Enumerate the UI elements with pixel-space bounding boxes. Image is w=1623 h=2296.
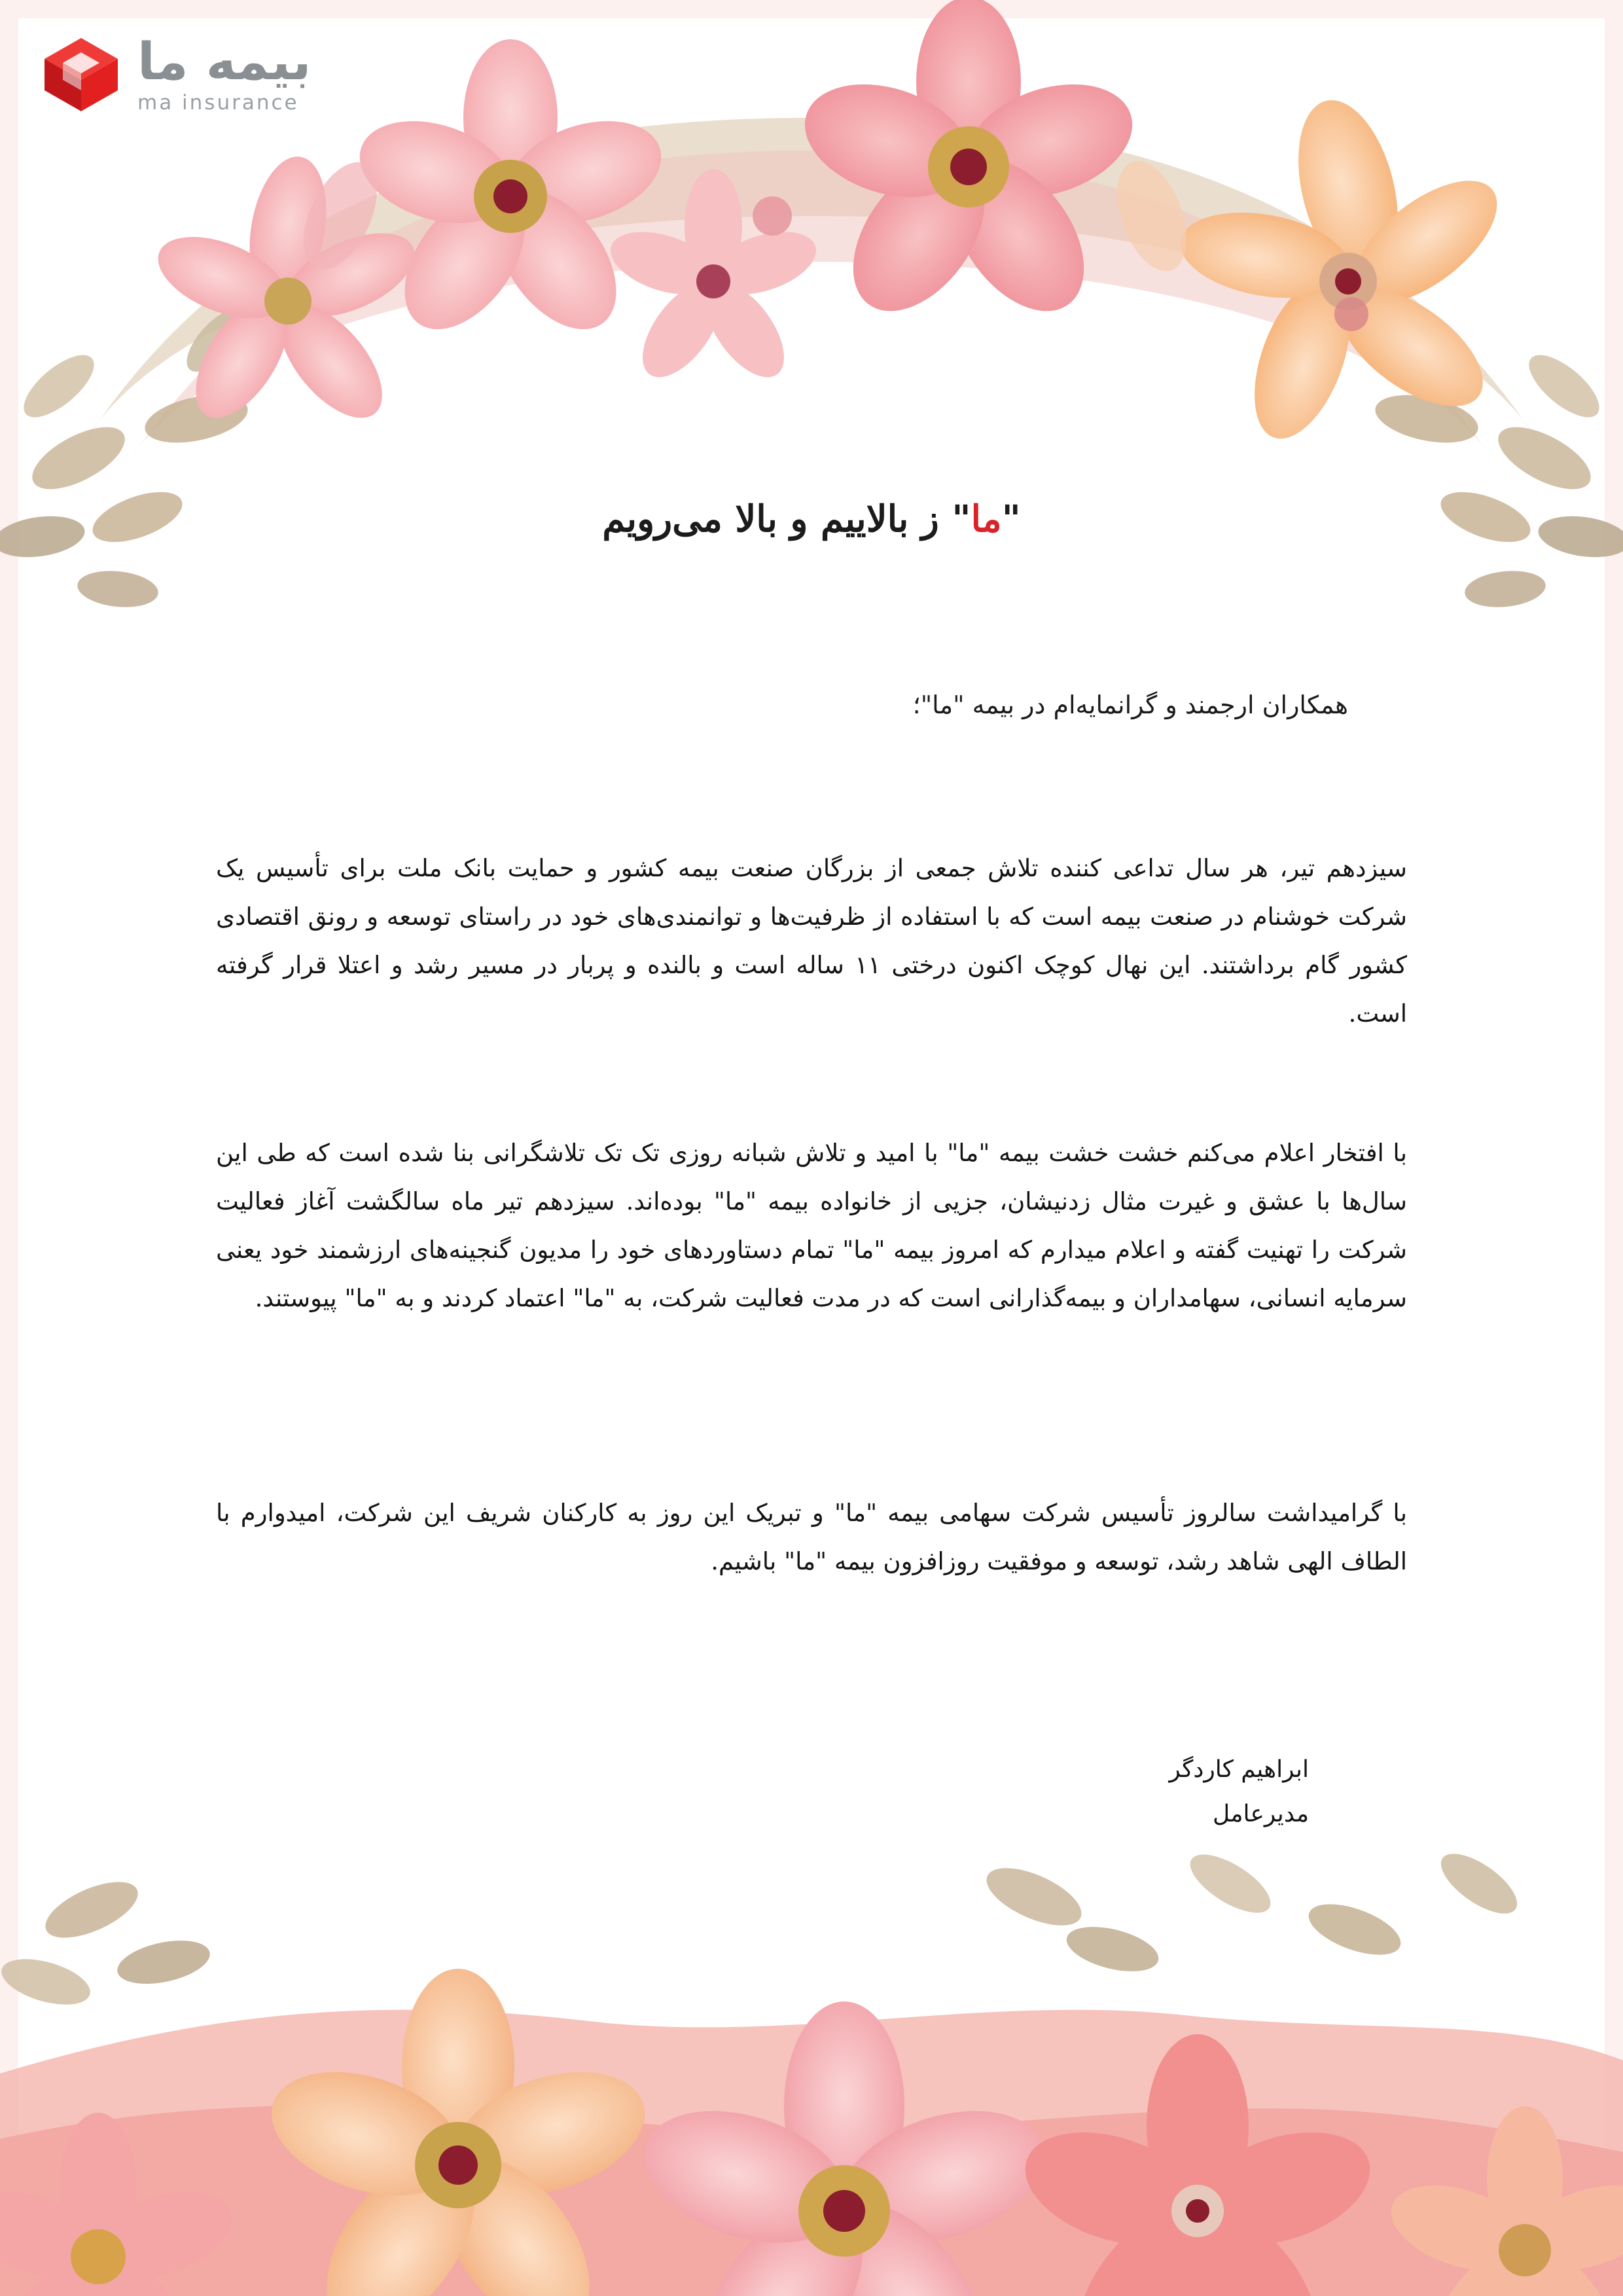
brand-name-fa: بیمه ما — [137, 32, 312, 92]
letter-signature — [1169, 1748, 1309, 1837]
letter-paragraph-1: سیزدهم تیر، هر سال تداعی کننده تلاش جمعی از بزرگان صنعت بیمه کشور و حمایت بانک ملت برای تأسیس یک شرکت خوشنام در صنعت بیمه است که با استفاده از ظرفیت‌ها و توانمندی‌های خود در راستای توسعه و رونق اقتصادی کشور گام برداشتند. این نهال کوچک اکنون درختی ۱۱ ساله است و بالنده و پربار در مسیر رشد و اعتلا قرار گرفته است. — [216, 854, 1408, 1028]
signatory-name: ابراهیم کاردگر — [1169, 1756, 1309, 1783]
headline-rest: " ز بالاییم و بالا می‌رویم — [602, 497, 971, 541]
letter-paragraph-2: با افتخار اعلام می‌کنم خشت خشت بیمه "ما" با امید و تلاش شبانه روزی تک تک تلاشگرانی بنا شده است که طی این سال‌ها با عشق و غیرت مثال زدنیشان، جزیی از خانواده بیمه "ما" بوده‌اند. سیزدهم تیر ماه سالگشت آغاز فعالیت شرکت را تهنیت گفته و اعلام میدارم که امروز بیمه "ما" تمام دستاوردهای خود را مدیون گنجینه‌های ارزشمند خود یعنی سرمایه انسانی، سهامداران و بیمه‌گذارانی است که در مدت فعالیت شرکت، به "ما" اعتماد کردند و به "ما" پیوستند. — [216, 1139, 1407, 1312]
letter-paragraph-3: با گرامیداشت سالروز تأسیس شرکت سهامی بیمه "ما" و تبریک این روز به کارکنان شریف این شرکت، امیدوارم با الطاف الهی شاهد رشد، توسعه و موفقیت روزافزون بیمه "ما" باشیم. — [216, 1499, 1407, 1575]
headline-quote-open: " — [1001, 497, 1021, 541]
headline-accent-word: ما — [971, 497, 1002, 541]
letter-salutation: همکاران ارجمند و گرانمایه‌ام در بیمه "ما"؛ — [912, 691, 1348, 719]
brand-name-en: ma insurance — [137, 90, 299, 115]
letter-headline — [0, 497, 1623, 541]
signatory-title: مدیرعامل — [1212, 1801, 1309, 1828]
